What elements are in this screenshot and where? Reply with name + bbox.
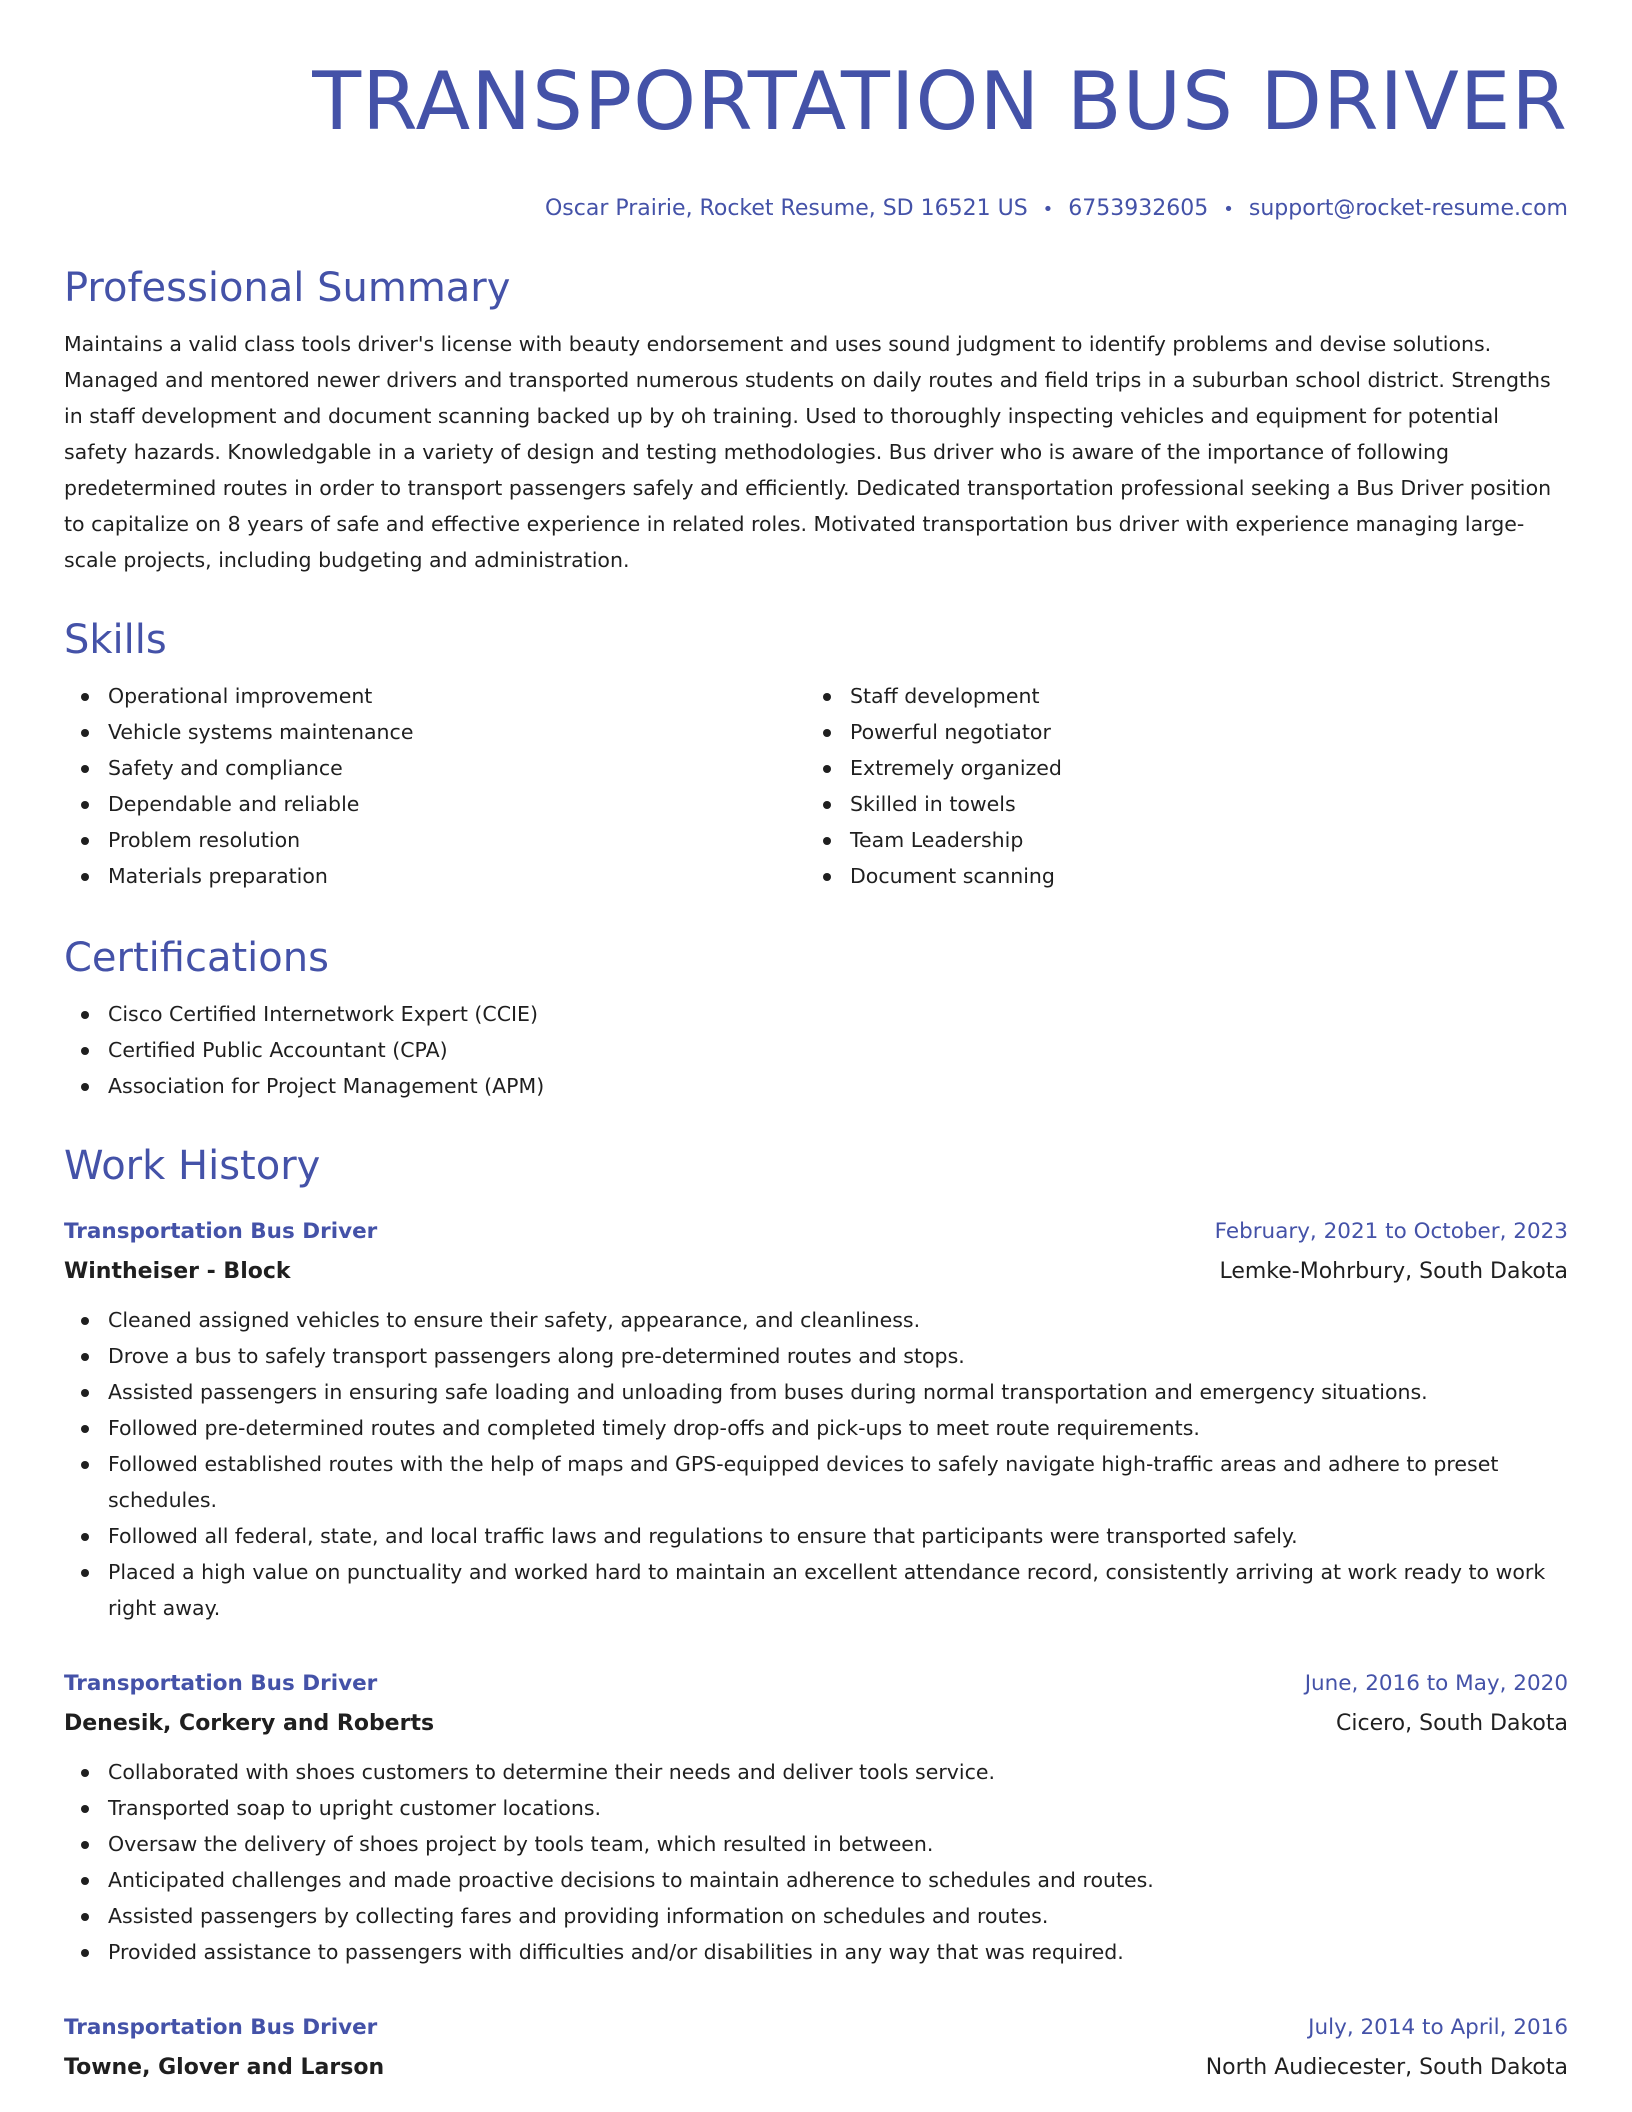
job-company: Wintheiser - Block xyxy=(64,1259,291,1284)
job-bullet-list xyxy=(64,1754,1568,1970)
work-history-heading: Work History xyxy=(64,1143,321,1189)
summary-heading: Professional Summary xyxy=(64,265,511,311)
contact-separator: • xyxy=(1223,199,1234,220)
contact-line xyxy=(64,194,1568,225)
job-bullet: Placed a high value on punctuality and worked hard to maintain an excellent attendance record, consistently arriving at work ready to work right away. xyxy=(64,1554,1568,1626)
contact-email: support@rocket-resume.com xyxy=(1248,196,1568,221)
skill-item: Materials preparation xyxy=(64,858,806,894)
job-bullet: Assisted passengers by collecting fares and providing information on schedules and routes. xyxy=(64,1898,1568,1934)
job-dates: June, 2016 to May, 2020 xyxy=(1304,1671,1568,1696)
job-bullet: Cleaned assigned vehicles to ensure their safety, appearance, and cleanliness. xyxy=(64,1302,1568,1338)
job-bullet: Followed pre-determined routes and completed timely drop-offs and pick-ups to meet route requirements. xyxy=(64,1410,1568,1446)
job-bullet: Followed established routes with the help of maps and GPS-equipped devices to safely navigate high-traffic areas and adhere to preset schedules. xyxy=(64,1446,1568,1518)
certifications-heading: Certifications xyxy=(64,935,329,981)
certifications-list xyxy=(64,996,1568,1104)
job-header xyxy=(64,1664,1568,1704)
skill-item: Vehicle systems maintenance xyxy=(64,714,806,750)
skill-item: Powerful negotiator xyxy=(806,714,1548,750)
contact-address: Oscar Prairie, Rocket Resume, SD 16521 US xyxy=(544,196,1028,221)
job-subheader xyxy=(64,2048,1568,2088)
skill-item: Team Leadership xyxy=(806,822,1548,858)
skill-item: Skilled in towels xyxy=(806,786,1548,822)
job-bullet: Transported soap to upright customer locations. xyxy=(64,1790,1568,1826)
skill-item: Extremely organized xyxy=(806,750,1548,786)
job-entry xyxy=(64,2008,1568,2088)
job-entry xyxy=(64,1212,1568,1626)
job-bullet: Drove a bus to safely transport passengers along pre-determined routes and stops. xyxy=(64,1338,1568,1374)
certification-item: Cisco Certified Internetwork Expert (CCIE) xyxy=(64,996,1568,1032)
job-bullet: Collaborated with shoes customers to determine their needs and deliver tools service. xyxy=(64,1754,1568,1790)
job-company: Towne, Glover and Larson xyxy=(64,2055,385,2080)
job-company: Denesik, Corkery and Roberts xyxy=(64,1711,435,1736)
skills-list-left xyxy=(64,678,806,894)
skill-item: Dependable and reliable xyxy=(64,786,806,822)
contact-phone: 6753932605 xyxy=(1068,196,1209,221)
skill-item: Safety and compliance xyxy=(64,750,806,786)
job-location: Cicero, South Dakota xyxy=(1336,1711,1568,1736)
certifications-section xyxy=(64,930,1568,1104)
job-dates: July, 2014 to April, 2016 xyxy=(1308,2015,1568,2040)
job-bullet: Provided assistance to passengers with difficulties and/or disabilities in any way that was required. xyxy=(64,1934,1568,1970)
job-bullet-list xyxy=(64,1302,1568,1626)
page-title: TRANSPORTATION BUS DRIVER xyxy=(312,55,1568,148)
skill-item: Operational improvement xyxy=(64,678,806,714)
skill-item: Staff development xyxy=(806,678,1548,714)
job-subheader xyxy=(64,1704,1568,1744)
certification-item: Association for Project Management (APM) xyxy=(64,1068,1568,1104)
job-bullet: Oversaw the delivery of shoes project by tools team, which resulted in between. xyxy=(64,1826,1568,1862)
job-header xyxy=(64,2008,1568,2048)
job-bullet: Followed all federal, state, and local traffic laws and regulations to ensure that participants were transported safely. xyxy=(64,1518,1568,1554)
skills-columns xyxy=(64,678,1568,894)
job-location: North Audiecester, South Dakota xyxy=(1205,2055,1568,2080)
contact-separator: • xyxy=(1042,199,1054,220)
job-bullet: Assisted passengers in ensuring safe loading and unloading from buses during normal transportation and emergency situations. xyxy=(64,1374,1568,1410)
job-subheader xyxy=(64,1252,1568,1292)
skill-item: Problem resolution xyxy=(64,822,806,858)
skills-list-right xyxy=(806,678,1548,894)
job-title: Transportation Bus Driver xyxy=(64,1671,378,1696)
certification-item: Certified Public Accountant (CPA) xyxy=(64,1032,1568,1068)
job-dates: February, 2021 to October, 2023 xyxy=(1214,1219,1568,1244)
job-title: Transportation Bus Driver xyxy=(64,1219,378,1244)
skills-heading: Skills xyxy=(64,617,167,663)
job-title: Transportation Bus Driver xyxy=(64,2015,378,2040)
skill-item: Document scanning xyxy=(806,858,1548,894)
job-bullet: Anticipated challenges and made proactive decisions to maintain adherence to schedules and routes. xyxy=(64,1862,1568,1898)
job-location: Lemke-Mohrbury, South Dakota xyxy=(1219,1259,1568,1284)
resume-page xyxy=(64,0,1568,2080)
skills-section xyxy=(64,612,1568,894)
job-header xyxy=(64,1212,1568,1252)
work-history-section xyxy=(64,1138,1568,1194)
summary-section xyxy=(64,260,1568,578)
summary-text: Maintains a valid class tools driver's license with beauty endorsement and uses sound judgment to identify problems and devise solutions. Managed and mentored newer drivers and transported numerous students on daily routes and field trips in a suburban school district. Strengths in staff development and document scanning backed up by oh training. Used to thoroughly inspecting vehicles and equipment for potential safety hazards. Knowledgable in a variety of design and testing methodologies. Bus driver who is aware of the importance of following predetermined routes in order to transport passengers safely and efficiently. Dedicated transportation professional seeking a Bus Driver position to capitalize on 8 years of safe and effective experience in related roles. Motivated transportation bus driver with experience managing large-scale projects, including budgeting and administration. xyxy=(64,332,1552,572)
job-entry xyxy=(64,1664,1568,1970)
